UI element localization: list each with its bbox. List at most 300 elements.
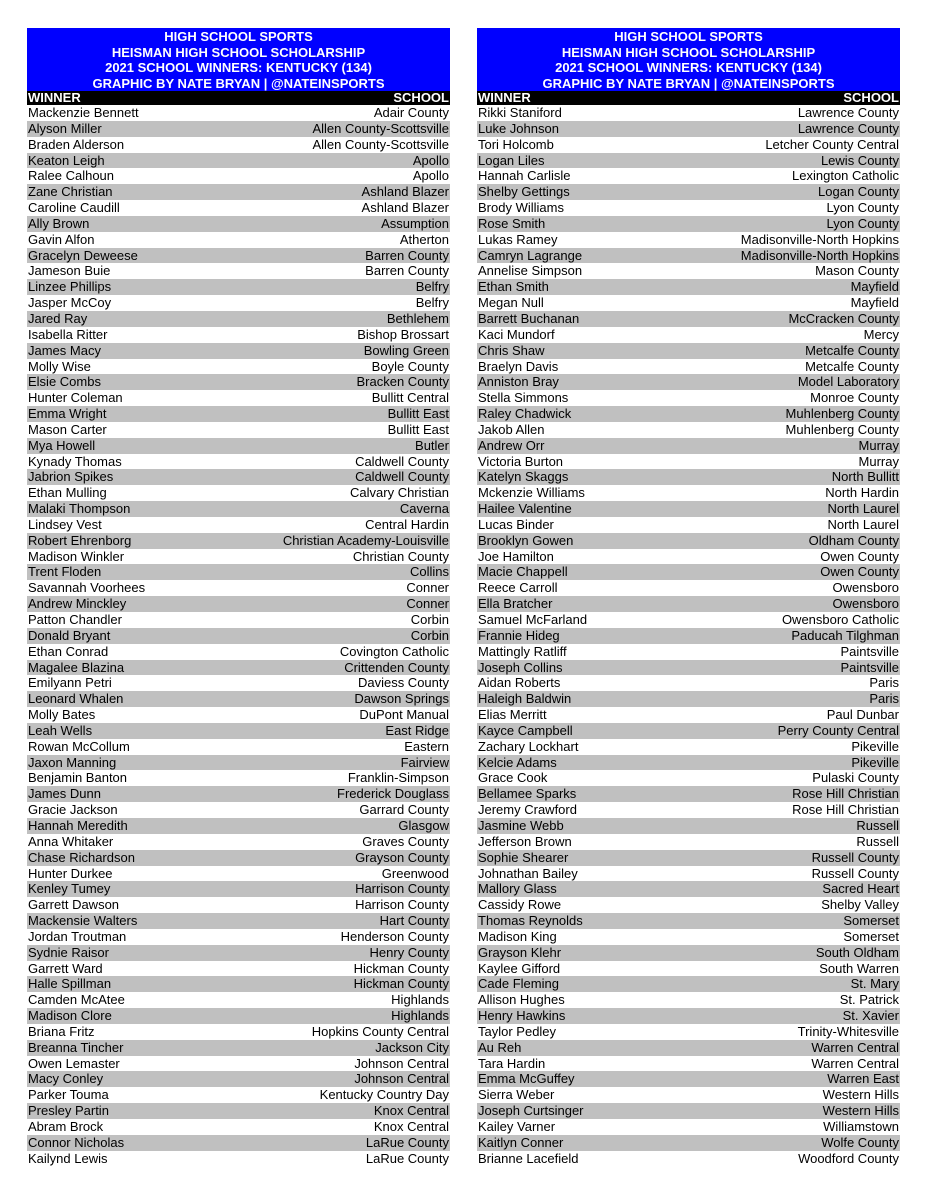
winner-name: Joseph Collins	[478, 659, 563, 675]
table-row	[477, 834, 900, 850]
school-name: Lyon County	[826, 215, 899, 231]
table-row	[27, 485, 450, 501]
school-name: Christian County	[352, 548, 449, 564]
winner-name: Benjamin Banton	[28, 770, 128, 786]
school-name: Bullitt East	[387, 421, 449, 437]
school-name: Conner	[406, 580, 449, 596]
table-row	[477, 374, 900, 390]
table-row	[27, 802, 450, 818]
school-name: Hickman County	[353, 976, 449, 992]
school-name: Ashland Blazer	[361, 200, 449, 216]
winner-name: Keaton Leigh	[28, 152, 105, 168]
winner-name: Mya Howell	[28, 437, 96, 453]
school-name: Shelby Valley	[821, 897, 899, 913]
winner-name: Brooklyn Gowen	[478, 532, 574, 548]
school-name: Hickman County	[353, 960, 449, 976]
winner-name: Frannie Hideg	[478, 627, 560, 643]
winners-table-right	[477, 28, 900, 1167]
school-name: Knox Central	[373, 1103, 449, 1119]
winner-name: Andrew Minckley	[28, 596, 127, 612]
school-name: Daviess County	[357, 675, 449, 691]
school-name: Grayson County	[355, 849, 449, 865]
table-row	[27, 707, 450, 723]
winner-name: Presley Partin	[28, 1103, 109, 1119]
winner-name: Alyson Miller	[28, 120, 102, 136]
school-name: St. Patrick	[839, 992, 899, 1008]
school-name: Apollo	[412, 168, 449, 184]
school-name: St. Xavier	[842, 1008, 899, 1024]
winner-name: Leah Wells	[28, 722, 93, 738]
school-name: Warren Central	[811, 1055, 899, 1071]
school-name: Caldwell County	[355, 469, 449, 485]
winner-name: Lindsey Vest	[28, 516, 102, 532]
winner-name: Rowan McCollum	[28, 738, 130, 754]
table-row	[477, 549, 900, 565]
table-row	[27, 374, 450, 390]
winner-name: Megan Null	[478, 295, 544, 311]
winner-name: Emilyann Petri	[28, 675, 112, 691]
school-name: Paintsville	[840, 659, 899, 675]
winner-name: Bellamee Sparks	[478, 786, 577, 802]
school-name: Caldwell County	[355, 453, 449, 469]
school-name: Russell County	[811, 849, 899, 865]
table-body	[477, 105, 900, 1167]
table-row	[27, 1151, 450, 1167]
table-row	[477, 660, 900, 676]
winner-name: Molly Bates	[28, 707, 96, 723]
winner-name: Madison King	[478, 928, 557, 944]
winner-name: Au Reh	[478, 1039, 522, 1055]
column-header-winner: WINNER	[28, 90, 81, 105]
school-name: Henry County	[369, 944, 449, 960]
table-row	[477, 200, 900, 216]
winner-name: Braden Alderson	[28, 136, 125, 152]
table-row	[477, 691, 900, 707]
table-row	[27, 580, 450, 596]
table-row	[477, 612, 900, 628]
table-row	[477, 232, 900, 248]
school-name: Barren County	[365, 247, 449, 263]
winner-name: Camden McAtee	[28, 992, 125, 1008]
table-row	[477, 897, 900, 913]
school-name: Letcher County Central	[765, 136, 899, 152]
school-name: Perry County Central	[777, 722, 899, 738]
table-row	[477, 469, 900, 485]
school-name: Paris	[869, 691, 899, 707]
winner-name: Lukas Ramey	[478, 231, 558, 247]
table-row	[477, 1008, 900, 1024]
table-body	[27, 105, 450, 1167]
school-name: Belfry	[415, 295, 449, 311]
school-name: Pikeville	[851, 754, 899, 770]
table-row	[27, 295, 450, 311]
school-name: Metcalfe County	[805, 358, 899, 374]
school-name: Highlands	[391, 1008, 449, 1024]
school-name: Apollo	[412, 152, 449, 168]
school-name: Western Hills	[822, 1103, 899, 1119]
winner-name: Molly Wise	[28, 358, 91, 374]
table-row	[477, 390, 900, 406]
table-row	[27, 1087, 450, 1103]
school-name: Muhlenberg County	[785, 406, 899, 422]
winner-name: Madison Winkler	[28, 548, 125, 564]
winner-name: Elsie Combs	[28, 374, 101, 390]
winner-name: Stella Simmons	[478, 390, 569, 406]
table-row	[477, 216, 900, 232]
table-row	[477, 1040, 900, 1056]
winner-name: Abram Brock	[28, 1119, 104, 1134]
table-row	[27, 897, 450, 913]
school-name: Collins	[409, 564, 449, 580]
winner-name: Mason Carter	[28, 421, 107, 437]
school-name: Dawson Springs	[354, 691, 449, 707]
table-row	[27, 992, 450, 1008]
table-row	[27, 596, 450, 612]
table-row	[27, 216, 450, 232]
school-name: Logan County	[818, 184, 899, 200]
school-name: Central Hardin	[365, 516, 449, 532]
table-row	[477, 153, 900, 169]
winner-name: Aidan Roberts	[478, 675, 561, 691]
table-row	[27, 1056, 450, 1072]
table-row	[27, 359, 450, 375]
school-name: Sacred Heart	[822, 881, 899, 897]
school-name: Boyle County	[371, 358, 449, 374]
school-name: Murray	[858, 453, 899, 469]
school-name: South Warren	[819, 960, 899, 976]
school-name: Pulaski County	[812, 770, 899, 786]
school-name: Conner	[406, 596, 449, 612]
winner-name: Zachary Lockhart	[478, 738, 579, 754]
winner-name: Camryn Lagrange	[478, 247, 583, 263]
winner-name: Kayce Campbell	[478, 722, 573, 738]
winner-name: Macy Conley	[28, 1071, 104, 1087]
table-row	[27, 945, 450, 961]
winner-name: Jefferson Brown	[478, 833, 572, 849]
school-name: Bullitt Central	[371, 390, 449, 406]
school-name: Assumption	[381, 215, 449, 231]
table-row	[27, 755, 450, 771]
column-header-winner: WINNER	[478, 90, 531, 105]
table-row	[477, 723, 900, 739]
school-name: Lawrence County	[797, 120, 899, 136]
winner-name: Breanna Tincher	[28, 1039, 124, 1055]
winner-name: Jakob Allen	[478, 421, 545, 437]
table-row	[27, 327, 450, 343]
table-row	[477, 929, 900, 945]
table-row	[477, 533, 900, 549]
school-name: Somerset	[843, 928, 899, 944]
school-name: Graves County	[362, 833, 449, 849]
winner-name: Emma McGuffey	[478, 1071, 575, 1087]
school-name: Pikeville	[851, 738, 899, 754]
table-row	[27, 564, 450, 580]
table-row	[477, 564, 900, 580]
winner-name: Brianne Lacefield	[478, 1150, 579, 1166]
table-row	[27, 691, 450, 707]
winner-name: Lucas Binder	[478, 516, 554, 532]
school-name: Model Laboratory	[797, 374, 899, 390]
winner-name: Malaki Thompson	[28, 501, 131, 517]
school-name: DuPont Manual	[359, 707, 449, 723]
school-name: Mayfield	[850, 279, 899, 295]
school-name: Franklin-Simpson	[347, 770, 449, 786]
school-name: Allen County-Scottsville	[312, 120, 449, 136]
table-row	[477, 644, 900, 660]
school-name: LaRue County	[365, 1134, 449, 1150]
school-name: Western Hills	[822, 1087, 899, 1103]
header-line-3: 2021 SCHOOL WINNERS: KENTUCKY (134)	[105, 60, 372, 76]
table-row	[27, 121, 450, 137]
table-row	[27, 786, 450, 802]
table-row	[27, 184, 450, 200]
table-row	[477, 279, 900, 295]
table-row	[27, 675, 450, 691]
column-headers	[27, 91, 450, 105]
table-row	[477, 628, 900, 644]
school-name: North Laurel	[827, 516, 899, 532]
table-row	[27, 438, 450, 454]
winner-name: Savannah Voorhees	[28, 580, 146, 596]
table-row	[477, 1103, 900, 1119]
table-row	[477, 248, 900, 264]
school-name: Christian Academy-Louisville	[282, 532, 449, 548]
school-name: Russell	[856, 833, 899, 849]
school-name: Corbin	[410, 612, 449, 627]
table-row	[477, 770, 900, 786]
table-row	[477, 327, 900, 343]
school-name: Covington Catholic	[339, 643, 449, 659]
winner-name: Kenley Tumey	[28, 881, 111, 897]
winner-name: Braelyn Davis	[478, 358, 559, 374]
table-row	[27, 644, 450, 660]
winner-name: Chris Shaw	[478, 342, 545, 358]
winner-name: Gavin Alfon	[28, 231, 95, 247]
table-row	[27, 248, 450, 264]
table-row	[477, 406, 900, 422]
table-header-banner	[27, 28, 450, 91]
winner-name: Hannah Meredith	[28, 817, 128, 833]
table-row	[477, 343, 900, 359]
table-row	[27, 913, 450, 929]
table-row	[27, 881, 450, 897]
school-name: Oldham County	[808, 532, 899, 548]
winner-name: Victoria Burton	[478, 453, 564, 469]
school-name: Bullitt East	[387, 406, 449, 422]
table-row	[477, 359, 900, 375]
winner-name: Halle Spillman	[28, 976, 112, 992]
school-name: Crittenden County	[344, 659, 449, 675]
winner-name: Mckenzie Williams	[478, 485, 585, 501]
winner-name: Ethan Mulling	[28, 485, 107, 501]
winner-name: Parker Touma	[28, 1087, 109, 1103]
school-name: North Bullitt	[831, 469, 899, 485]
winner-name: Caroline Caudill	[28, 200, 120, 216]
winner-name: Jeremy Crawford	[478, 802, 577, 818]
winner-name: Andrew Orr	[478, 437, 545, 453]
table-row	[27, 976, 450, 992]
winner-name: Isabella Ritter	[28, 326, 108, 342]
winner-name: Kailynd Lewis	[28, 1150, 108, 1166]
winner-name: Haleigh Baldwin	[478, 691, 572, 707]
winner-name: Jameson Buie	[28, 263, 111, 279]
school-name: Calvary Christian	[350, 485, 449, 501]
winner-name: Briana Fritz	[28, 1023, 95, 1039]
school-name: Butler	[415, 437, 449, 453]
table-row	[27, 454, 450, 470]
winner-name: Rose Smith	[478, 215, 546, 231]
table-row	[27, 739, 450, 755]
table-row	[27, 1040, 450, 1056]
school-name: Henderson County	[340, 928, 449, 944]
winner-name: Robert Ehrenborg	[28, 532, 132, 548]
winner-name: Grace Cook	[478, 770, 548, 786]
winner-name: Zane Christian	[28, 184, 113, 200]
header-line-2: HEISMAN HIGH SCHOOL SCHOLARSHIP	[111, 44, 366, 60]
school-name: Paintsville	[840, 643, 899, 659]
winner-name: Madison Clore	[28, 1008, 112, 1024]
school-name: Allen County-Scottsville	[312, 136, 449, 152]
winner-name: Sierra Weber	[478, 1087, 555, 1103]
school-name: Lyon County	[826, 200, 899, 216]
winner-name: Joseph Curtsinger	[478, 1103, 584, 1119]
school-name: South Oldham	[815, 944, 899, 960]
winner-name: Garrett Dawson	[28, 897, 120, 913]
school-name: Madisonville-North Hopkins	[740, 247, 899, 263]
school-name: Trinity-Whitesville	[797, 1023, 899, 1039]
school-name: Murray	[858, 437, 899, 453]
winner-name: Kaylee Gifford	[478, 960, 561, 976]
winners-table-left	[27, 28, 450, 1167]
table-row	[27, 311, 450, 327]
school-name: Kentucky Country Day	[319, 1087, 449, 1103]
winner-name: Katelyn Skaggs	[478, 469, 569, 485]
winner-name: Leonard Whalen	[28, 691, 124, 707]
school-name: Garrard County	[359, 802, 449, 818]
table-row	[477, 976, 900, 992]
table-row	[477, 1056, 900, 1072]
winner-name: Kynady Thomas	[28, 453, 122, 469]
winner-name: Patton Chandler	[28, 612, 122, 627]
table-row	[27, 501, 450, 517]
winner-name: Allison Hughes	[478, 992, 565, 1008]
school-name: Jackson City	[375, 1039, 449, 1055]
school-name: Greenwood	[381, 865, 449, 881]
winner-name: Jabrion Spikes	[28, 469, 114, 485]
school-name: Woodford County	[798, 1150, 899, 1166]
table-row	[27, 549, 450, 565]
winner-name: Cassidy Rowe	[478, 897, 562, 913]
school-name: Bracken County	[356, 374, 449, 390]
school-name: Hopkins County Central	[311, 1023, 449, 1039]
winner-name: Linzee Phillips	[28, 279, 112, 295]
winner-name: Tori Holcomb	[478, 136, 554, 152]
school-name: Rose Hill Christian	[792, 786, 899, 802]
school-name: Atherton	[399, 231, 449, 247]
school-name: Mercy	[863, 326, 899, 342]
winner-name: Johnathan Bailey	[478, 865, 578, 881]
table-row	[477, 818, 900, 834]
table-row	[477, 992, 900, 1008]
school-name: Wolfe County	[821, 1134, 899, 1150]
school-name: Ashland Blazer	[361, 184, 449, 200]
table-row	[477, 422, 900, 438]
table-row	[477, 501, 900, 517]
winner-name: Jasper McCoy	[28, 295, 112, 311]
table-row	[27, 1103, 450, 1119]
school-name: Paris	[869, 675, 899, 691]
school-name: LaRue County	[365, 1150, 449, 1166]
table-row	[27, 422, 450, 438]
school-name: Lewis County	[820, 152, 899, 168]
winner-name: Joe Hamilton	[478, 548, 554, 564]
header-line-1: HIGH SCHOOL SPORTS	[614, 29, 763, 44]
table-row	[27, 834, 450, 850]
school-name: North Hardin	[825, 485, 899, 501]
table-row	[477, 802, 900, 818]
winner-name: Annelise Simpson	[478, 263, 583, 279]
winner-name: Owen Lemaster	[28, 1055, 120, 1071]
winner-name: Anna Whitaker	[28, 833, 114, 849]
table-row	[27, 850, 450, 866]
table-row	[27, 390, 450, 406]
table-row	[477, 580, 900, 596]
table-header-banner	[477, 28, 900, 91]
winner-name: Grayson Klehr	[478, 944, 562, 960]
table-row	[477, 786, 900, 802]
winner-name: Sophie Shearer	[478, 849, 569, 865]
table-row	[477, 137, 900, 153]
table-row	[27, 168, 450, 184]
winner-name: Donald Bryant	[28, 627, 111, 643]
table-row	[27, 723, 450, 739]
table-row	[27, 153, 450, 169]
winner-name: Gracie Jackson	[28, 802, 118, 818]
table-row	[27, 628, 450, 644]
table-row	[27, 818, 450, 834]
school-name: Somerset	[843, 913, 899, 929]
table-row	[27, 406, 450, 422]
winner-name: Cade Fleming	[478, 976, 559, 992]
school-name: Corbin	[410, 627, 449, 643]
winner-name: Kailey Varner	[478, 1119, 556, 1134]
winner-name: Barrett Buchanan	[478, 310, 580, 326]
school-name: Warren Central	[811, 1039, 899, 1055]
table-row	[477, 295, 900, 311]
school-name: Owensboro	[832, 596, 899, 612]
table-row	[27, 961, 450, 977]
winner-name: Connor Nicholas	[28, 1134, 125, 1150]
header-line-4: GRAPHIC BY NATE BRYAN | @NATEINSPORTS	[542, 75, 835, 91]
table-row	[27, 770, 450, 786]
table-row	[27, 533, 450, 549]
winner-name: Jaxon Manning	[28, 754, 117, 770]
school-name: Adair County	[373, 105, 449, 120]
winner-name: Raley Chadwick	[478, 406, 572, 422]
winner-name: Henry Hawkins	[478, 1008, 566, 1024]
table-row	[477, 596, 900, 612]
table-row	[477, 1087, 900, 1103]
winner-name: Emma Wright	[28, 406, 107, 422]
table-row	[477, 517, 900, 533]
school-name: Glasgow	[398, 817, 449, 833]
header-line-2: HEISMAN HIGH SCHOOL SCHOLARSHIP	[561, 44, 816, 60]
school-name: Bethlehem	[386, 310, 449, 326]
school-name: Madisonville-North Hopkins	[740, 231, 899, 247]
winner-name: Kaitlyn Conner	[478, 1134, 564, 1150]
column-headers	[477, 91, 900, 105]
winner-name: Ella Bratcher	[478, 596, 553, 612]
